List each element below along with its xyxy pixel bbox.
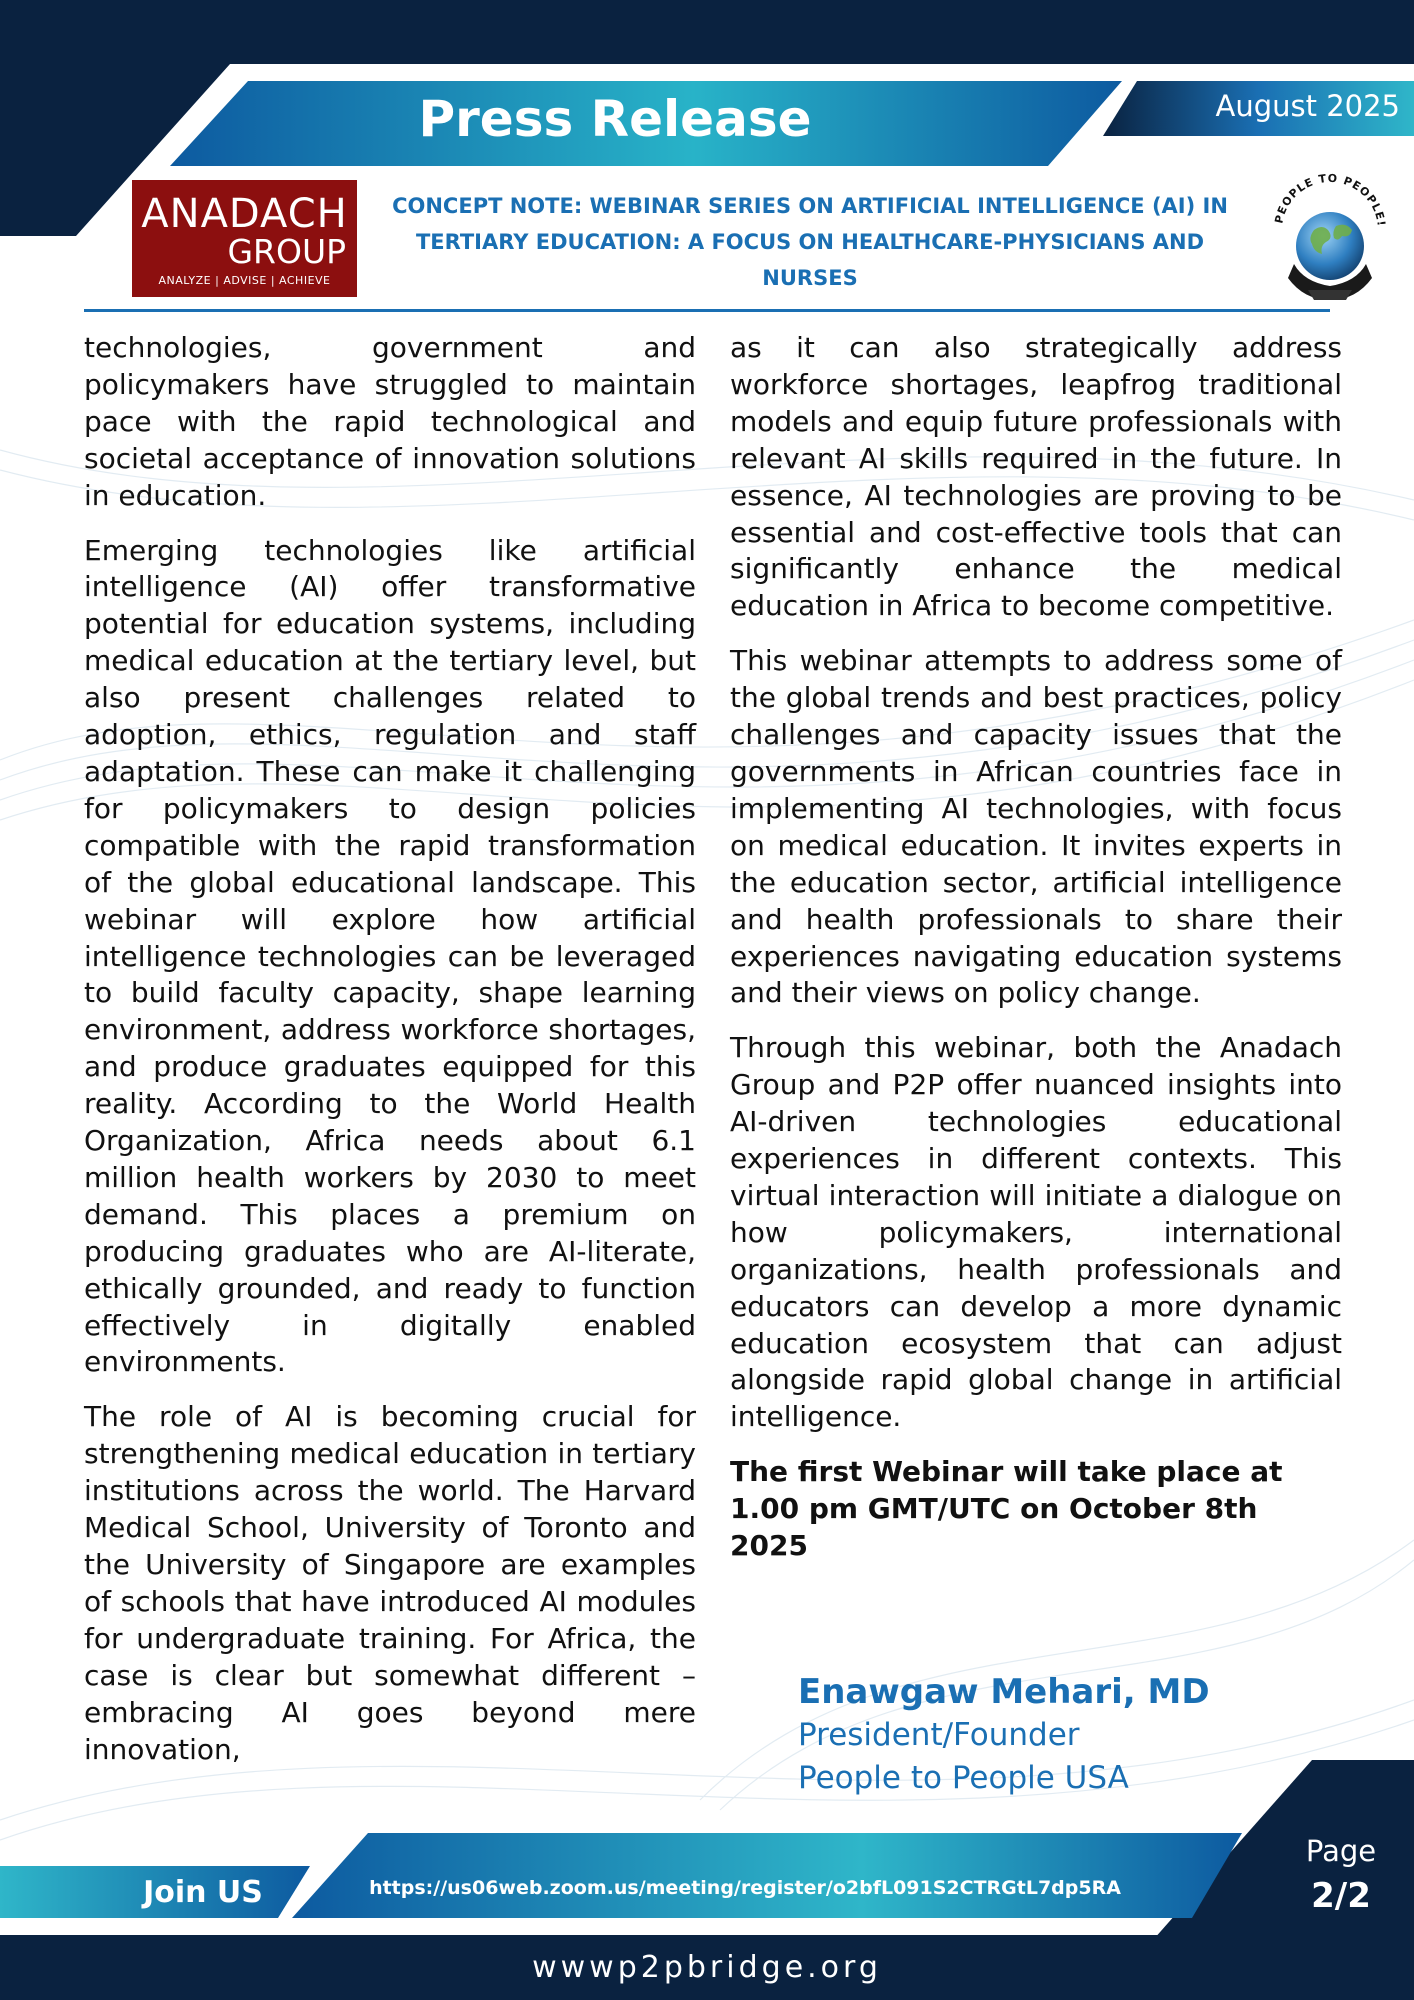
anadach-group-logo <box>132 180 357 297</box>
signature-role: President/Founder <box>798 1717 1080 1753</box>
right-paragraph-1: as it can also strategically address workforce shortages, leapfrog traditional models and equip future professionals with relevant AI skills required in the future. In essence, AI technologies are proving to be essential and cost-effective tools that can significantly enhance the medical education in Africa to become competitive. <box>730 331 1342 623</box>
anadach-logo-group: GROUP <box>227 232 346 271</box>
join-us-label: Join US <box>143 1875 263 1910</box>
concept-note-heading: CONCEPT NOTE: WEBINAR SERIES ON ARTIFICIAL INTELLIGENCE (AI) IN TERTIARY EDUCATION: A FOCUS ON HEALTHCARE-PHYSICIANS AND NURSES <box>392 194 1228 290</box>
registration-link[interactable]: https://us06web.zoom.us/meeting/register/o2bfL091S2CTRGtL7dp5RA <box>369 1877 1121 1899</box>
globe-hands-icon <box>1264 168 1394 308</box>
right-column <box>730 330 1342 1583</box>
right-paragraph-2: This webinar attempts to address some of the global trends and best practices, policy challenges and capacity issues that the governments in African countries face in implementing AI technologies, with focus on medical education. It invites experts in the education sector, artificial intelligence and health professionals to share their experiences navigating education systems and their views on policy change. <box>730 644 1342 1010</box>
page-label: Page <box>1305 1834 1377 1868</box>
left-paragraph-1: technologies, government and policymakers have struggled to maintain pace with the rapid technological and societal acceptance of innovation solutions in education. <box>84 331 696 512</box>
release-date: August 2025 <box>1215 89 1400 123</box>
signature-org: People to People USA <box>798 1760 1129 1796</box>
p2p-logo-text: PEOPLE TO PEOPLE! <box>1272 171 1388 228</box>
signature-name: Enawgaw Mehari, MD <box>798 1672 1210 1712</box>
signature-block <box>798 1670 1318 1800</box>
page-number: 2/2 <box>1311 1876 1371 1916</box>
anadach-logo-tagline: ANALYZE | ADVISE | ACHIEVE <box>158 274 331 287</box>
header-divider <box>84 309 1330 312</box>
left-paragraph-2: Emerging technologies like artificial intelligence (AI) offer transformative potential for education systems, including medical education at the tertiary level, but also present challenges related to adoption, ethics, regulation and staff adaptation. These can make it challenging for policymakers to design policies compatible with the rapid transformation of the global educational landscape. This webinar will explore how artificial intelligence technologies can be leveraged to build faculty capacity, shape learning environment, address workforce shortages, and produce graduates equipped for this reality. According to the World Health Organization, Africa needs about 6.1 million health workers by 2030 to meet demand. This places a premium on producing graduates who are AI-literate, ethically grounded, and ready to function effectively in digitally enabled environments. <box>84 533 696 1379</box>
left-column <box>84 330 696 1786</box>
first-webinar-note: The first Webinar will take place at 1.00 pm GMT/UTC on October 8th 2025 <box>730 1455 1283 1563</box>
anadach-logo-name: ANADACH <box>141 191 348 237</box>
page-title: Press Release <box>418 90 812 148</box>
right-paragraph-3: Through this webinar, both the Anadach Group and P2P offer nuanced insights into AI-driven technologies educational experiences in different contexts. This virtual interaction will initiate a dialogue on how policymakers, international organizations, health professionals and educators can develop a more dynamic education ecosystem that can adjust alongside rapid global change in artificial intelligence. <box>730 1031 1342 1434</box>
left-paragraph-3: The role of AI is becoming crucial for strengthening medical education in tertiary institutions across the world. The Harvard Medical School, University of Toronto and the University of Singapore are examples of schools that have introduced AI modules for undergraduate training. For Africa, the case is clear but somewhat different – embracing AI goes beyond mere innovation, <box>84 1400 696 1766</box>
website-url[interactable]: wwwp2pbridge.org <box>532 1950 882 1985</box>
